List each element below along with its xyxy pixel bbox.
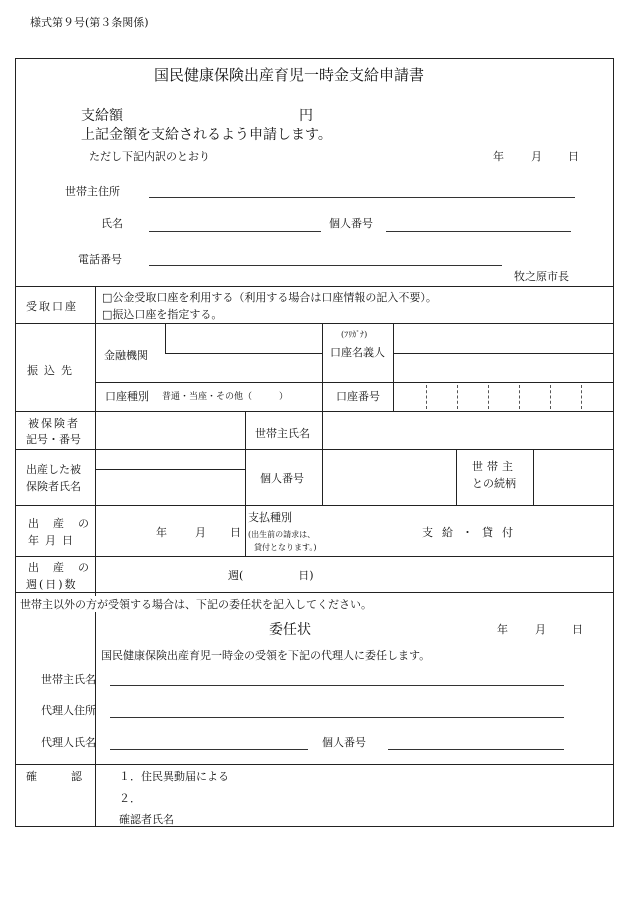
digit-box[interactable] [581, 385, 582, 409]
date-month: 月 [531, 150, 542, 163]
divider [322, 449, 323, 505]
birth-date-label-1: 出産の [28, 517, 103, 530]
amount-unit: 円 [299, 108, 313, 124]
divider [16, 505, 613, 506]
amount-label: 支給額 [81, 108, 123, 124]
digit-box[interactable] [457, 385, 458, 409]
digit-box[interactable] [426, 385, 427, 409]
form-title: 国民健康保険出産育児一時金支給申請書 [154, 66, 425, 84]
receipt-option-public[interactable]: □公金受取口座を利用する（利用する場合は口座情報の記入不要）。 [102, 291, 437, 304]
divider [533, 449, 534, 505]
agent-address-label: 代理人住所 [41, 704, 96, 717]
birth-month: 月 [195, 526, 206, 539]
form-number: 様式第９号(第３条関係) [30, 16, 149, 29]
receipt-label: 受取口座 [26, 300, 78, 313]
delegation-householder-field[interactable] [110, 685, 564, 686]
account-type-label: 口座種別 [105, 390, 149, 403]
agent-name-field[interactable] [110, 749, 308, 750]
personal-number-field[interactable] [386, 231, 571, 232]
delegation-day: 日 [572, 623, 583, 636]
payment-options[interactable]: 支給・貸付 [422, 526, 522, 539]
confirm-label: 確認 [26, 770, 116, 783]
name-label: 氏名 [101, 217, 123, 230]
delegation-text: 国民健康保険出産育児一時金の受領を下記の代理人に委任します。 [101, 649, 431, 662]
divider [95, 764, 96, 827]
insured-name-label-2: 保険者氏名 [26, 480, 81, 493]
birth-day: 日 [230, 526, 241, 539]
insured-personal-number-label: 個人番号 [260, 472, 304, 485]
payment-note-1: (出生前の請求は、 [248, 530, 316, 539]
insured-number-label-2: 記号・番号 [26, 433, 81, 446]
relation-label-1: 世帯主 [472, 460, 517, 473]
phone-field[interactable] [149, 265, 502, 266]
agent-personal-number-field[interactable] [388, 749, 564, 750]
divider [322, 323, 323, 411]
divider [322, 411, 323, 449]
checker-name-label: 確認者氏名 [119, 813, 174, 826]
divider [16, 411, 613, 412]
divider [16, 592, 613, 593]
payment-type-label: 支払種別 [248, 511, 292, 524]
payment-note-2: 貸付となります。) [254, 543, 317, 552]
agent-personal-number-label: 個人番号 [322, 736, 366, 749]
receipt-option-transfer[interactable]: □振込口座を指定する。 [102, 308, 223, 321]
weeks-value: 週( 日) [228, 569, 314, 582]
birth-date-label-2: 年月日 [28, 534, 79, 547]
insured-number-label-1: 被保険者 [28, 417, 80, 430]
divider [16, 449, 613, 450]
digit-box[interactable] [550, 385, 551, 409]
address-field[interactable] [149, 197, 575, 198]
name-field[interactable] [149, 231, 321, 232]
weeks-label-1: 出産の [28, 561, 103, 574]
divider [16, 286, 613, 287]
address-label: 世帯主住所 [65, 185, 120, 198]
digit-box[interactable] [488, 385, 489, 409]
divider [245, 411, 246, 505]
date-year: 年 [493, 150, 504, 163]
application-form [15, 58, 614, 827]
holder-label: 口座名義人 [330, 346, 385, 359]
delegation-month: 月 [535, 623, 546, 636]
divider [456, 449, 457, 505]
weeks-label-2: 週(日)数 [26, 578, 78, 591]
addressee: 牧之原市長 [514, 270, 569, 283]
request-text: 上記金額を支給されるよう申請します。 [81, 127, 332, 143]
bank-label: 金融機関 [104, 349, 148, 362]
divider [16, 323, 613, 324]
confirm-item-1: １．住民異動届による [119, 770, 229, 783]
agent-name-label: 代理人氏名 [41, 736, 96, 749]
divider [16, 764, 613, 765]
delegation-title: 委任状 [269, 622, 311, 638]
date-day: 日 [568, 150, 579, 163]
insured-name-label-1: 出産した被 [26, 463, 81, 476]
divider [16, 556, 613, 557]
divider [165, 323, 166, 353]
delegation-year: 年 [497, 623, 508, 636]
agent-address-field[interactable] [110, 717, 564, 718]
divider [95, 382, 613, 383]
confirm-item-2: ２． [119, 792, 141, 805]
furigana-label: (ﾌﾘｶﾞﾅ) [341, 330, 368, 339]
divider [95, 469, 245, 470]
delegation-householder-label: 世帯主氏名 [41, 673, 96, 686]
account-type-options[interactable]: 普通・当座・その他（ ） [162, 392, 289, 402]
divider [165, 353, 322, 354]
detail-note: ただし下記内訳のとおり [89, 150, 210, 163]
transfer-label: 振込先 [27, 364, 78, 377]
digit-box[interactable] [519, 385, 520, 409]
divider [393, 323, 394, 411]
phone-label: 電話番号 [78, 253, 122, 266]
delegation-note: 世帯主以外の方が受領する場合は、下記の委任状を記入してください。 [20, 596, 376, 612]
divider [393, 353, 613, 354]
account-number-label: 口座番号 [336, 390, 380, 403]
personal-number-label: 個人番号 [329, 217, 373, 230]
relation-label-2: との続柄 [472, 477, 516, 490]
householder-name-label: 世帯主氏名 [255, 427, 310, 440]
divider [245, 505, 246, 556]
birth-year: 年 [156, 526, 167, 539]
